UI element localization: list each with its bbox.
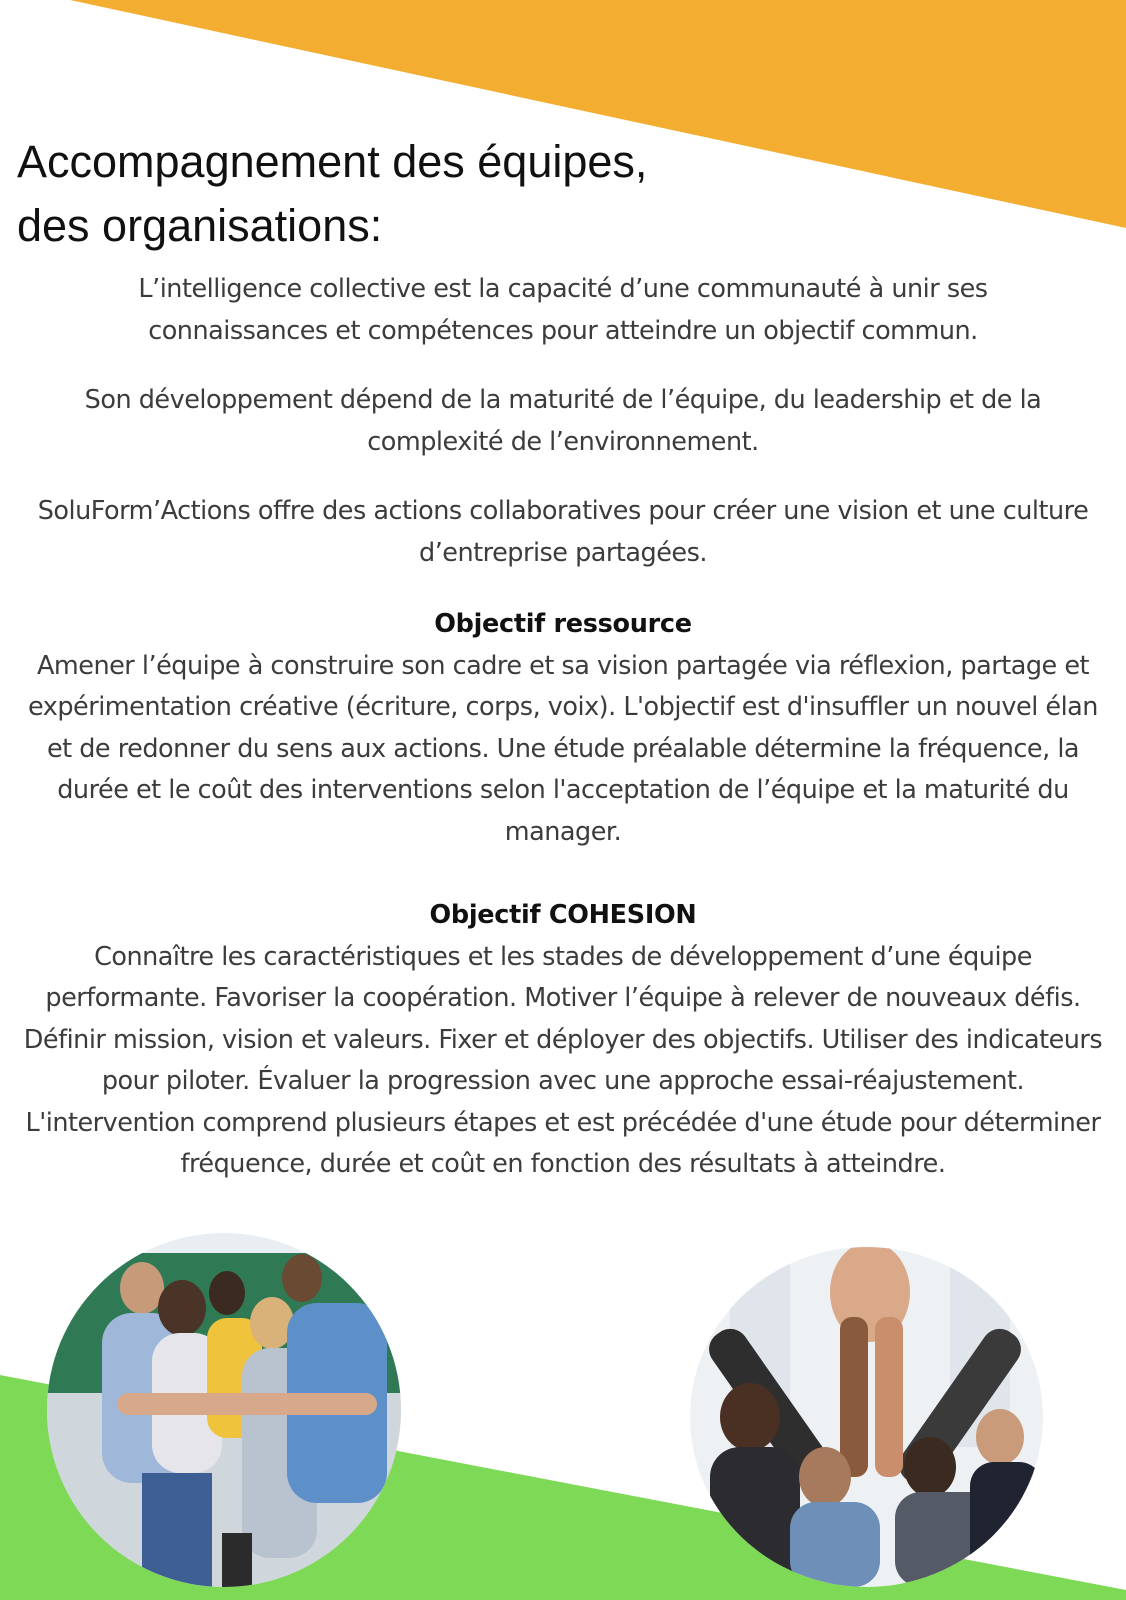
- page-title: [17, 130, 647, 258]
- intro-paragraph-1: L’intelligence collective est la capacité d’une communauté à unir ses connaissances et compétences pour atteindre un objectif commun.: [138, 274, 988, 346]
- page-title-line-1: Accompagnement des équipes,: [17, 136, 648, 187]
- section-heading-cohesion: Objectif COHESION: [429, 900, 697, 930]
- main-content: [20, 269, 1106, 1186]
- section-body-ressource: Amener l’équipe à construire son cadre et sa vision partagée via réflexion, partage et expérimentation créative (écriture, corps, voix). L'objectif est d'insuffler un nouvel élan et de redonner du sens aux actions. Une étude préalable détermine la fréquence, la durée et le coût des interventions selon l'acceptation de l’équipe et la maturité du manager.: [28, 650, 1098, 847]
- team-high-five-photo: [690, 1247, 1043, 1587]
- team-group-hug-photo: [47, 1233, 401, 1587]
- section-body-cohesion: Connaître les caractéristiques et les stades de développement d’une équipe performante. Favoriser la coopération. Motiver l’équipe à relever de nouveaux défis. Définir mission, vision et valeurs. Fixer et déployer des objectifs. Utiliser des indicateurs pour piloter. Évaluer la progression avec une approche essai-réajustement. L'intervention comprend plusieurs étapes et est précédée d'une étude pour déterminer fréquence, durée et coût en fonction des résultats à atteindre.: [23, 941, 1103, 1179]
- intro-paragraph-3: SoluForm’Actions offre des actions collaboratives pour créer une vision et une culture d’entreprise partagées.: [37, 496, 1089, 568]
- intro-paragraph-2: Son développement dépend de la maturité de l’équipe, du leadership et de la complexité de l’environnement.: [84, 385, 1042, 457]
- section-heading-ressource: Objectif ressource: [434, 609, 692, 639]
- page-title-line-2: des organisations:: [17, 200, 383, 251]
